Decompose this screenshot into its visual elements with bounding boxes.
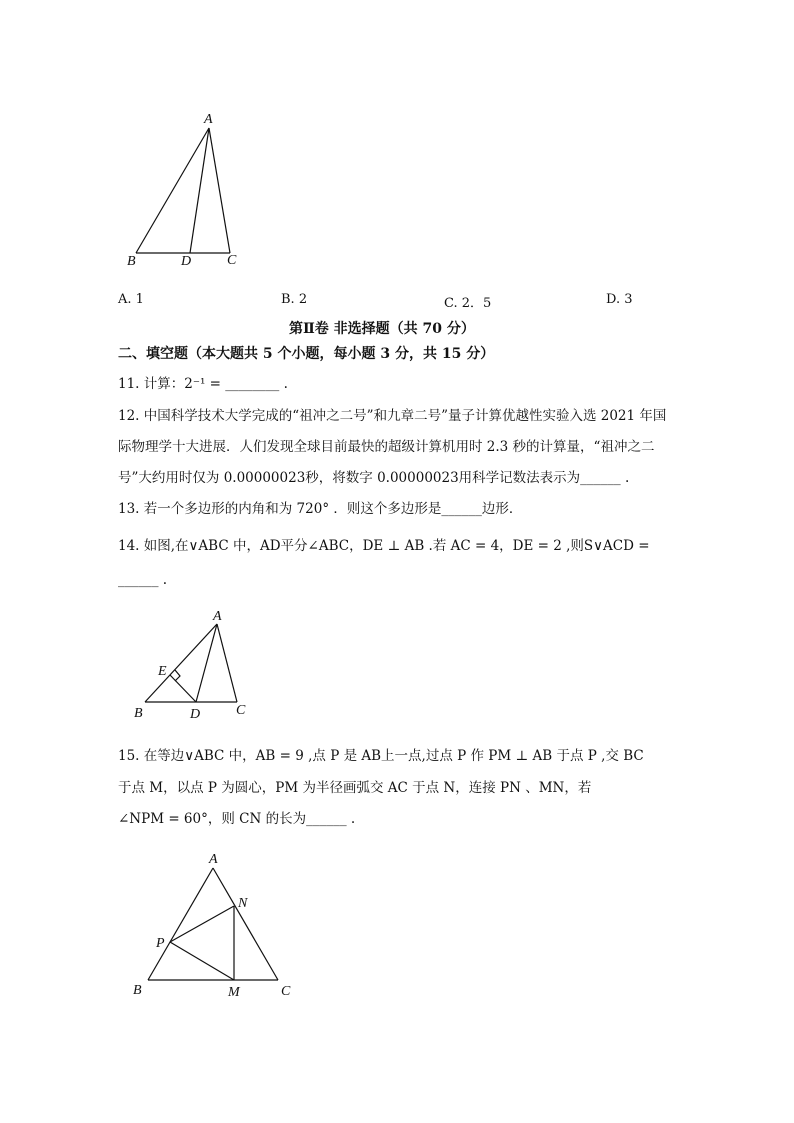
part-title: 二、填空题（本大题共 5 个小题，每小题 3 分，共 15 分）: [118, 346, 495, 362]
segment-ac-3: [213, 868, 278, 980]
segment-ab-3: [148, 868, 213, 980]
label-c-3: C: [281, 984, 291, 999]
label-b-3: B: [133, 983, 142, 998]
label-m-3: M: [228, 985, 240, 1000]
label-d-2: D: [190, 707, 201, 722]
section-title: 第Ⅱ卷 非选择题（共 70 分）: [289, 321, 475, 337]
label-c-2: C: [236, 703, 246, 718]
question-15-line-2: 于点 M，以点 P 为圆心，PM 为半径画弧交 AC 于点 N，连接 PN 、MN，若: [118, 780, 592, 796]
option-c: C. 2．5: [444, 296, 492, 311]
label-b-2: B: [134, 706, 143, 721]
label-a: A: [204, 112, 213, 127]
label-c: C: [227, 253, 237, 268]
label-n-3: N: [238, 896, 248, 911]
segment-pm-3: [170, 942, 234, 980]
question-15-line-1: 15. 在等边∨ABC 中，AB = 9 ,点 P 是 AB上一点,过点 P 作 PM ⊥ AB 于点 P ,交 BC: [118, 748, 644, 764]
option-b: B. 2: [281, 292, 308, 307]
segment-pn-3: [170, 906, 234, 942]
option-a: A. 1: [118, 292, 144, 307]
question-14-line-2: ______ .: [118, 572, 168, 588]
question-14-line-1: 14. 如图,在∨ABC 中，AD平分∠ABC，DE ⊥ AB .若 AC = 4，DE = 2 ,则S∨ACD =: [118, 538, 650, 554]
question-11: 11. 计算：2⁻¹ = ________ .: [118, 376, 288, 392]
label-a-3: A: [209, 852, 218, 867]
option-d: D. 3: [606, 292, 633, 307]
label-p-3: P: [156, 936, 165, 951]
question-13: 13. 若一个多边形的内角和为 720° ．则这个多边形是______边形．: [118, 501, 523, 517]
label-b: B: [127, 254, 136, 269]
question-12-line-1: 12. 中国科学技术大学完成的“祖冲之二号”和九章二号”量子计算优越性实验入选 2021 年国: [118, 408, 667, 424]
question-12-line-2: 际物理学十大进展．人们发现全球目前最快的超级计算机用时 2.3 秒的计算量，“祖冲之二: [118, 439, 655, 455]
question-12-line-3: 号”大约用时仅为 0.00000023秒，将数字 0.00000023用科学记数法表示为______ .: [118, 470, 630, 486]
question-15-line-3: ∠NPM = 60°，则 CN 的长为______ .: [118, 811, 356, 827]
label-e-2: E: [158, 664, 167, 679]
label-d: D: [181, 254, 192, 269]
label-a-2: A: [213, 609, 222, 624]
